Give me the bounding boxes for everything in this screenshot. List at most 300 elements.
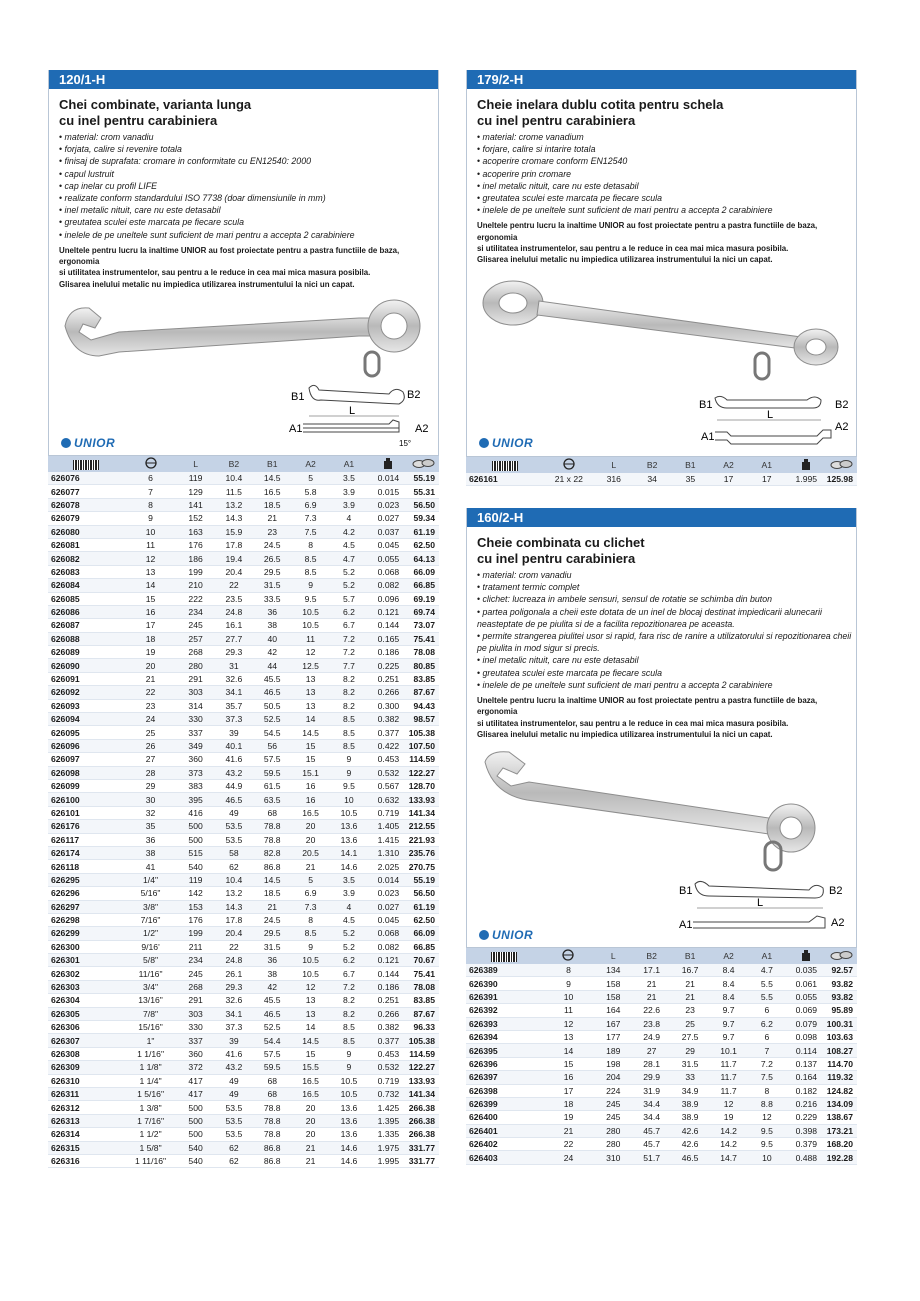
value-cell: 4.2 <box>330 525 368 538</box>
value-cell: 10 <box>125 525 177 538</box>
value-cell: 0.229 <box>786 1111 827 1124</box>
article-code: 626390 <box>466 977 543 990</box>
column-header: B2 <box>632 948 670 964</box>
value-cell: 3/8" <box>125 900 177 913</box>
price-cell: 93.82 <box>827 977 857 990</box>
value-cell: 30 <box>125 793 177 806</box>
value-cell: 15 <box>291 1047 329 1060</box>
value-cell: 0.251 <box>368 672 409 685</box>
value-cell: 42.6 <box>671 1138 709 1151</box>
article-code: 626088 <box>48 632 125 645</box>
value-cell: 1.425 <box>368 1101 409 1114</box>
value-cell: 9 <box>330 1047 368 1060</box>
value-cell: 199 <box>177 927 215 940</box>
value-cell: 27.7 <box>215 632 253 645</box>
price-cell: 105.38 <box>409 1034 439 1047</box>
value-cell: 86.8 <box>253 860 291 873</box>
feature-item: • inel metalic nituit, care nu este detasabil <box>477 180 856 192</box>
value-cell: 303 <box>177 1007 215 1020</box>
value-cell: 13 <box>291 1007 329 1020</box>
value-cell: 4.5 <box>330 538 368 551</box>
value-cell: 41 <box>125 860 177 873</box>
column-header: B1 <box>253 456 291 472</box>
value-cell: 31.5 <box>671 1057 709 1070</box>
value-cell: 28 <box>125 766 177 779</box>
value-cell: 57.5 <box>253 1047 291 1060</box>
value-cell: 373 <box>177 766 215 779</box>
value-cell: 29.5 <box>253 565 291 578</box>
value-cell: 63.5 <box>253 793 291 806</box>
value-cell: 5.5 <box>748 977 786 990</box>
value-cell: 37.3 <box>215 713 253 726</box>
table-row <box>48 860 439 873</box>
dimension-diagram <box>289 380 434 450</box>
panel-160-2-h <box>466 508 857 948</box>
value-cell: 5 <box>291 472 329 485</box>
value-cell: 257 <box>177 632 215 645</box>
unior-logo: UNIOR <box>479 928 533 942</box>
value-cell: 6.9 <box>291 498 329 511</box>
feature-item: • greutatea sculei este marcata pe fiecare scula <box>59 216 438 228</box>
value-cell: 7.5 <box>748 1071 786 1084</box>
article-code: 626097 <box>48 753 125 766</box>
value-cell: 0.079 <box>786 1017 827 1030</box>
value-cell: 12 <box>291 980 329 993</box>
value-cell: 8.2 <box>330 686 368 699</box>
value-cell: 61.5 <box>253 779 291 792</box>
value-cell: 34.1 <box>215 1007 253 1020</box>
table-row <box>48 1007 439 1020</box>
value-cell: 0.037 <box>368 525 409 538</box>
value-cell: 9 <box>543 977 594 990</box>
table-row <box>48 485 439 498</box>
value-cell: 14 <box>291 713 329 726</box>
value-cell: 14.2 <box>709 1138 747 1151</box>
value-cell: 62 <box>215 1141 253 1154</box>
size-icon <box>562 949 574 963</box>
value-cell: 500 <box>177 1128 215 1141</box>
value-cell: 141 <box>177 498 215 511</box>
feature-item: • material: crom vanadiu <box>477 569 856 581</box>
value-cell: 13 <box>291 686 329 699</box>
value-cell: 38.9 <box>671 1111 709 1124</box>
table-row <box>48 1141 439 1154</box>
value-cell: 18.5 <box>253 887 291 900</box>
feature-list <box>477 131 856 216</box>
table-row <box>48 538 439 551</box>
article-code: 626078 <box>48 498 125 511</box>
value-cell: 27 <box>125 753 177 766</box>
article-code: 626296 <box>48 887 125 900</box>
value-cell: 34.4 <box>632 1097 670 1110</box>
value-cell: 9 <box>330 766 368 779</box>
feature-item: • inel metalic nituit, care nu este detasabil <box>59 204 438 216</box>
value-cell: 29.3 <box>215 646 253 659</box>
value-cell: 3.9 <box>330 485 368 498</box>
value-cell: 21 <box>291 860 329 873</box>
value-cell: 360 <box>177 753 215 766</box>
note-line: Glisarea inelului metalic nu impiedica utilizarea instrumentului la nici un capat. <box>59 279 355 289</box>
value-cell: 22 <box>125 686 177 699</box>
value-cell: 0.719 <box>368 806 409 819</box>
value-cell: 34.9 <box>671 1084 709 1097</box>
article-code: 626312 <box>48 1101 125 1114</box>
value-cell: 13 <box>291 672 329 685</box>
value-cell: 46.5 <box>215 793 253 806</box>
value-cell: 86.8 <box>253 1154 291 1167</box>
table-120-1-h <box>48 456 439 1168</box>
value-cell: 46.5 <box>253 1007 291 1020</box>
value-cell: 210 <box>177 579 215 592</box>
value-cell: 5.2 <box>330 927 368 940</box>
value-cell: 8.5 <box>330 1034 368 1047</box>
value-cell: 158 <box>594 977 632 990</box>
value-cell: 53.5 <box>215 820 253 833</box>
article-code: 626391 <box>466 990 543 1003</box>
value-cell: 41.6 <box>215 1047 253 1060</box>
value-cell: 16.5 <box>291 1074 329 1087</box>
value-cell: 540 <box>177 1154 215 1167</box>
value-cell: 5.2 <box>330 940 368 953</box>
table-row <box>48 913 439 926</box>
article-code: 626095 <box>48 726 125 739</box>
value-cell: 0.422 <box>368 739 409 752</box>
article-code: 626398 <box>466 1084 543 1097</box>
value-cell: 222 <box>177 592 215 605</box>
value-cell: 8.5 <box>330 1021 368 1034</box>
table-row <box>466 1030 857 1043</box>
value-cell: 68 <box>253 1087 291 1100</box>
value-cell: 4 <box>330 512 368 525</box>
value-cell: 58 <box>215 846 253 859</box>
value-cell: 17 <box>543 1084 594 1097</box>
value-cell: 0.144 <box>368 967 409 980</box>
article-code: 626302 <box>48 967 125 980</box>
price-cell: 141.34 <box>409 806 439 819</box>
price-cell: 114.59 <box>409 1047 439 1060</box>
value-cell: 57.5 <box>253 753 291 766</box>
value-cell: 8 <box>291 913 329 926</box>
table-row <box>48 512 439 525</box>
value-cell: 56 <box>253 739 291 752</box>
dimension-diagram <box>697 392 852 452</box>
price-cell: 96.33 <box>409 1021 439 1034</box>
value-cell: 5.8 <box>291 485 329 498</box>
table-160-2-h <box>466 948 857 1165</box>
weight-icon <box>383 458 393 471</box>
value-cell: 1/4" <box>125 873 177 886</box>
article-code: 626176 <box>48 820 125 833</box>
value-cell: 500 <box>177 1101 215 1114</box>
price-cell: 87.67 <box>409 1007 439 1020</box>
article-code: 626301 <box>48 954 125 967</box>
value-cell: 15.1 <box>291 766 329 779</box>
value-cell: 21 <box>632 990 670 1003</box>
value-cell: 0.532 <box>368 1061 409 1074</box>
price-cell: 124.82 <box>827 1084 857 1097</box>
value-cell: 0.144 <box>368 619 409 632</box>
table-row <box>466 1084 857 1097</box>
column-header: A1 <box>748 948 786 964</box>
value-cell: 78.8 <box>253 1101 291 1114</box>
value-cell: 280 <box>594 1138 632 1151</box>
value-cell: 417 <box>177 1074 215 1087</box>
feature-item: • finisaj de suprafata: cromare in conformitate cu EN12540: 2000 <box>59 155 438 167</box>
table-row <box>48 766 439 779</box>
value-cell: 303 <box>177 686 215 699</box>
note <box>477 695 846 740</box>
article-code: 626314 <box>48 1128 125 1141</box>
price-cell: 66.85 <box>409 940 439 953</box>
value-cell: 42.6 <box>671 1124 709 1137</box>
feature-item: • greutatea sculei este marcata pe fiecare scula <box>477 667 856 679</box>
value-cell: 500 <box>177 1114 215 1127</box>
value-cell: 8 <box>125 498 177 511</box>
value-cell: 20 <box>291 833 329 846</box>
note-line: Uneltele pentru lucru la inaltime UNIOR au fost proiectate pentru a pastra functiile de baza, ergonomia <box>477 221 818 242</box>
value-cell: 330 <box>177 1021 215 1034</box>
value-cell: 8.5 <box>330 726 368 739</box>
value-cell: 8 <box>543 964 594 977</box>
price-cell: 221.93 <box>409 833 439 846</box>
value-cell: 59.5 <box>253 1061 291 1074</box>
value-cell: 6 <box>125 472 177 485</box>
value-cell: 28.1 <box>632 1057 670 1070</box>
article-code: 626093 <box>48 699 125 712</box>
article-code: 626089 <box>48 646 125 659</box>
value-cell: 16 <box>291 793 329 806</box>
value-cell: 54.5 <box>253 726 291 739</box>
price-cell: 93.82 <box>827 990 857 1003</box>
value-cell: 0.096 <box>368 592 409 605</box>
table-row <box>48 806 439 819</box>
price-icon <box>830 459 854 471</box>
table-row <box>48 779 439 792</box>
value-cell: 0.300 <box>368 699 409 712</box>
value-cell: 7.2 <box>330 646 368 659</box>
value-cell: 40.1 <box>215 739 253 752</box>
feature-item: • acoperire cromare conform EN12540 <box>477 155 856 167</box>
value-cell: 9 <box>291 940 329 953</box>
value-cell: 0.165 <box>368 632 409 645</box>
value-cell: 53.5 <box>215 1128 253 1141</box>
value-cell: 24.9 <box>632 1030 670 1043</box>
value-cell: 34.1 <box>215 686 253 699</box>
article-code: 626310 <box>48 1074 125 1087</box>
value-cell: 11.7 <box>709 1071 747 1084</box>
price-cell: 83.85 <box>409 994 439 1007</box>
value-cell: 32 <box>125 806 177 819</box>
table-header <box>466 457 857 473</box>
article-code: 626305 <box>48 1007 125 1020</box>
value-cell: 2.025 <box>368 860 409 873</box>
price-cell: 98.57 <box>409 713 439 726</box>
value-cell: 10.4 <box>215 873 253 886</box>
value-cell: 4.7 <box>748 964 786 977</box>
value-cell: 20.4 <box>215 927 253 940</box>
table-row <box>48 994 439 1007</box>
table-row <box>48 646 439 659</box>
value-cell: 20 <box>291 1101 329 1114</box>
price-cell: 122.27 <box>409 1061 439 1074</box>
value-cell: 27.5 <box>671 1030 709 1043</box>
dimension-diagram <box>677 878 852 938</box>
value-cell: 9/16' <box>125 940 177 953</box>
value-cell: 0.098 <box>786 1030 827 1043</box>
article-code: 626316 <box>48 1154 125 1167</box>
value-cell: 1 3/8" <box>125 1101 177 1114</box>
value-cell: 12 <box>543 1017 594 1030</box>
value-cell: 15 <box>543 1057 594 1070</box>
weight-icon <box>801 950 811 963</box>
value-cell: 36 <box>253 954 291 967</box>
label-a1: A1 <box>701 431 715 443</box>
value-cell: 540 <box>177 860 215 873</box>
size-icon <box>145 457 157 471</box>
value-cell: 23.8 <box>632 1017 670 1030</box>
value-cell: 21 <box>632 977 670 990</box>
article-code: 626394 <box>466 1030 543 1043</box>
value-cell: 164 <box>594 1004 632 1017</box>
value-cell: 5.2 <box>330 565 368 578</box>
value-cell: 7.7 <box>330 659 368 672</box>
article-code: 626396 <box>466 1057 543 1070</box>
table-header <box>48 456 439 472</box>
value-cell: 8.2 <box>330 699 368 712</box>
price-cell: 235.76 <box>409 846 439 859</box>
value-cell: 14.7 <box>709 1151 747 1164</box>
value-cell: 176 <box>177 538 215 551</box>
price-cell: 114.70 <box>827 1057 857 1070</box>
table-row <box>48 793 439 806</box>
article-code: 626081 <box>48 538 125 551</box>
price-cell: 94.43 <box>409 699 439 712</box>
column-header: A2 <box>709 457 747 473</box>
value-cell: 21 <box>253 900 291 913</box>
value-cell: 0.453 <box>368 1047 409 1060</box>
value-cell: 14.6 <box>330 1154 368 1167</box>
article-code: 626389 <box>466 964 543 977</box>
value-cell: 27 <box>632 1044 670 1057</box>
value-cell: 245 <box>177 967 215 980</box>
table-row <box>48 525 439 538</box>
article-code: 626297 <box>48 900 125 913</box>
article-code: 626402 <box>466 1138 543 1151</box>
value-cell: 41.6 <box>215 753 253 766</box>
value-cell: 8.5 <box>291 927 329 940</box>
value-cell: 0.121 <box>368 605 409 618</box>
feature-item: • realizate conform standardului ISO 7738 (doar dimensiunile in mm) <box>59 192 438 204</box>
value-cell: 0.045 <box>368 913 409 926</box>
value-cell: 17.1 <box>632 964 670 977</box>
table-header <box>466 948 857 964</box>
table-row <box>48 1128 439 1141</box>
value-cell: 25 <box>671 1017 709 1030</box>
value-cell: 0.182 <box>786 1084 827 1097</box>
value-cell: 6.9 <box>291 887 329 900</box>
price-cell: 66.09 <box>409 565 439 578</box>
price-cell: 133.93 <box>409 793 439 806</box>
value-cell: 13.6 <box>330 1114 368 1127</box>
value-cell: 198 <box>594 1057 632 1070</box>
value-cell: 21 <box>671 977 709 990</box>
article-code: 626099 <box>48 779 125 792</box>
value-cell: 14.6 <box>330 1141 368 1154</box>
table-row <box>48 753 439 766</box>
value-cell: 12 <box>291 646 329 659</box>
value-cell: 316 <box>595 473 633 486</box>
value-cell: 0.382 <box>368 1021 409 1034</box>
value-cell: 291 <box>177 994 215 1007</box>
value-cell: 17.8 <box>215 913 253 926</box>
label-b1: B1 <box>291 391 305 403</box>
value-cell: 45.7 <box>632 1124 670 1137</box>
value-cell: 38 <box>125 846 177 859</box>
table-row <box>466 1057 857 1070</box>
value-cell: 20 <box>291 820 329 833</box>
table-row <box>48 846 439 859</box>
article-code: 626080 <box>48 525 125 538</box>
value-cell: 15 <box>291 753 329 766</box>
table-row <box>48 1047 439 1060</box>
value-cell: 20 <box>125 659 177 672</box>
price-cell: 69.19 <box>409 592 439 605</box>
value-cell: 7/16" <box>125 913 177 926</box>
value-cell: 199 <box>177 565 215 578</box>
value-cell: 10.5 <box>291 605 329 618</box>
value-cell: 1 7/16" <box>125 1114 177 1127</box>
value-cell: 1" <box>125 1034 177 1047</box>
label-l: L <box>349 405 356 417</box>
article-code: 626295 <box>48 873 125 886</box>
price-cell: 66.85 <box>409 579 439 592</box>
table-row <box>48 672 439 685</box>
value-cell: 78.8 <box>253 833 291 846</box>
value-cell: 18 <box>543 1097 594 1110</box>
label-b2: B2 <box>829 885 843 897</box>
value-cell: 245 <box>594 1097 632 1110</box>
value-cell: 19 <box>125 646 177 659</box>
value-cell: 44 <box>253 659 291 672</box>
price-cell: 55.31 <box>409 485 439 498</box>
value-cell: 15.9 <box>215 525 253 538</box>
value-cell: 7 <box>748 1044 786 1057</box>
value-cell: 10 <box>748 1151 786 1164</box>
value-cell: 1 1/8" <box>125 1061 177 1074</box>
value-cell: 152 <box>177 512 215 525</box>
value-cell: 13 <box>543 1030 594 1043</box>
value-cell: 46.5 <box>253 686 291 699</box>
value-cell: 9 <box>330 1061 368 1074</box>
article-code: 626313 <box>48 1114 125 1127</box>
price-cell: 66.09 <box>409 927 439 940</box>
value-cell: 11.7 <box>709 1084 747 1097</box>
table-row <box>48 552 439 565</box>
value-cell: 21 <box>291 1154 329 1167</box>
table-row <box>466 977 857 990</box>
value-cell: 29.3 <box>215 980 253 993</box>
value-cell: 158 <box>594 990 632 1003</box>
value-cell: 26.5 <box>253 552 291 565</box>
value-cell: 12 <box>748 1111 786 1124</box>
label-b2: B2 <box>835 399 849 411</box>
value-cell: 5.2 <box>330 579 368 592</box>
value-cell: 22.6 <box>632 1004 670 1017</box>
value-cell: 17.8 <box>215 538 253 551</box>
unior-logo: UNIOR <box>479 436 533 450</box>
value-cell: 62 <box>215 860 253 873</box>
feature-item: • clichet: lucreaza in ambele sensuri, sensul de rotatie se schimba din buton <box>477 593 856 605</box>
